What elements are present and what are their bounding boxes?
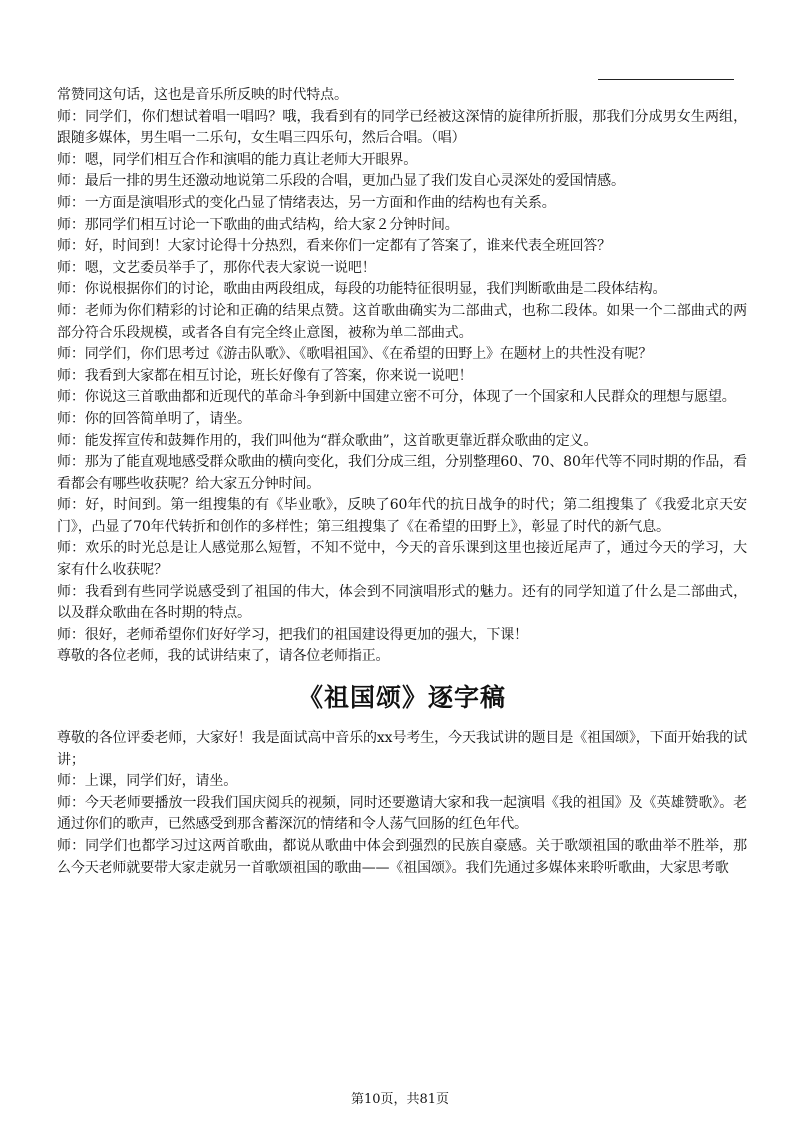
paragraph: 师：很好，老师希望你们好好学习，把我们的祖国建设得更加的强大，下课！ — [57, 626, 528, 643]
paragraph: 师：好，时间到！大家讨论得十分热烈，看来你们一定都有了答案了，谁来代表全班回答？ — [57, 238, 611, 255]
paragraph: 师：最后一排的男生还激动地说第二乐段的合唱，更加凸显了我们发自心灵深处的爱国情感。 — [57, 173, 625, 190]
paragraph: 师：我看到有些同学说感受到了祖国的伟大，体会到不同演唱形式的魅力。还有的同学知道了什么是二部曲式，以及群众歌曲在各时期的特点。 — [57, 583, 747, 622]
paragraph: 师：上课，同学们好，请坐。 — [57, 773, 238, 790]
paragraph: 师：嗯，文艺委员举手了，那你代表大家说一说吧！ — [57, 259, 376, 276]
paragraph: 师：同学们，你们想试着唱一唱吗？哦，我看到有的同学已经被这深情的旋律所折服，那我们分成男女生两组，跟随多媒体，男生唱一二乐句，女生唱三四乐句，然后合唱。（唱） — [57, 108, 747, 147]
paragraph: 师：今天老师要播放一段我们国庆阅兵的视频，同时还要邀请大家和我一起演唱《我的祖国》及《英雄赞歌》。老通过你们的歌声，已然感受到那含蓄深沉的情绪和令人荡气回肠的红色年代。 — [57, 794, 747, 833]
paragraph: 师：你的回答简单明了，请坐。 — [57, 410, 251, 427]
paragraph: 常赞同这句话，这也是音乐所反映的时代特点。 — [57, 87, 348, 103]
paragraph: 师：那为了能直观地感受群众歌曲的横向变化，我们分成三组，分别整理60、70、80年代等不同时期的作品，看看都会有哪些收获呢？给大家五分钟时间。 — [57, 454, 747, 492]
page-number: 第10页，共81页 — [350, 1092, 450, 1107]
paragraph: 师：那同学们相互讨论一下歌曲的曲式结构，给大家２分钟时间。 — [57, 216, 459, 233]
paragraph: 师：同学们也都学习过这两首歌曲，都说从歌曲中体会到强烈的民族自豪感。关于歌颂祖国的歌曲举不胜举，那么今天老师就要带大家走就另一首歌颂祖国的歌曲——《祖国颂》。我们先通过多媒体来聆听歌曲，大家思考歌 — [57, 838, 747, 876]
paragraph: 师：你说根据你们的讨论，歌曲由两段组成，每段的功能特征很明显，我们判断歌曲是二段体结构。 — [57, 281, 667, 298]
header-rule — [598, 79, 734, 80]
paragraph: 尊敬的各位老师，我的试讲结束了，请各位老师指正。 — [57, 648, 390, 665]
paragraph: 师：好，时间到。第一组搜集的有《毕业歌》，反映了60年代的抗日战争的时代；第二组搜集了《我爱北京天安门》，凸显了70年代转折和创作的多样性；第三组搜集了《在希望的田野上》，彰显了时代的新气息。 — [57, 497, 747, 535]
paragraphs-bottom — [57, 728, 747, 879]
paragraph: 师：老师为你们精彩的讨论和正确的结果点赞。这首歌曲确实为二部曲式，也称二段体。如果一个二部曲式的两部分符合乐段规模，或者各自有完全终止意图，被称为单二部曲式。 — [57, 302, 747, 341]
paragraph: 师：嗯，同学们相互合作和演唱的能力真让老师大开眼界。 — [57, 151, 418, 168]
paragraph: 师：我看到大家都在相互讨论，班长好像有了答案，你来说一说吧！ — [57, 367, 473, 384]
paragraph: 师：同学们，你们思考过《游击队歌》、《歌唱祖国》、《在希望的田野上》在题材上的共性没有呢？ — [57, 346, 653, 363]
document-body — [57, 85, 747, 879]
paragraphs-top — [57, 85, 747, 668]
paragraph: 尊敬的各位评委老师，大家好！我是面试高中音乐的xx号考生，今天我试讲的题目是《祖国颂》，下面开始我的试讲； — [57, 730, 747, 768]
section-title: 《祖国颂》逐字稿 — [297, 683, 506, 713]
paragraph: 师：你说这三首歌曲都和近现代的革命斗争到新中国建立密不可分，体现了一个国家和人民群众的理想与愿望。 — [57, 389, 736, 406]
paragraph: 师：欢乐的时光总是让人感觉那么短暂，不知不觉中，今天的音乐课到这里也接近尾声了，通过今天的学习，大家有什么收获呢？ — [57, 540, 747, 579]
paragraph: 师：一方面是演唱形式的变化凸显了情绪表达，另一方面和作曲的结构也有关系。 — [57, 194, 556, 211]
paragraph: 师：能发挥宣传和鼓舞作用的，我们叫他为“群众歌曲”，这首歌更靠近群众歌曲的定义。 — [57, 432, 598, 449]
